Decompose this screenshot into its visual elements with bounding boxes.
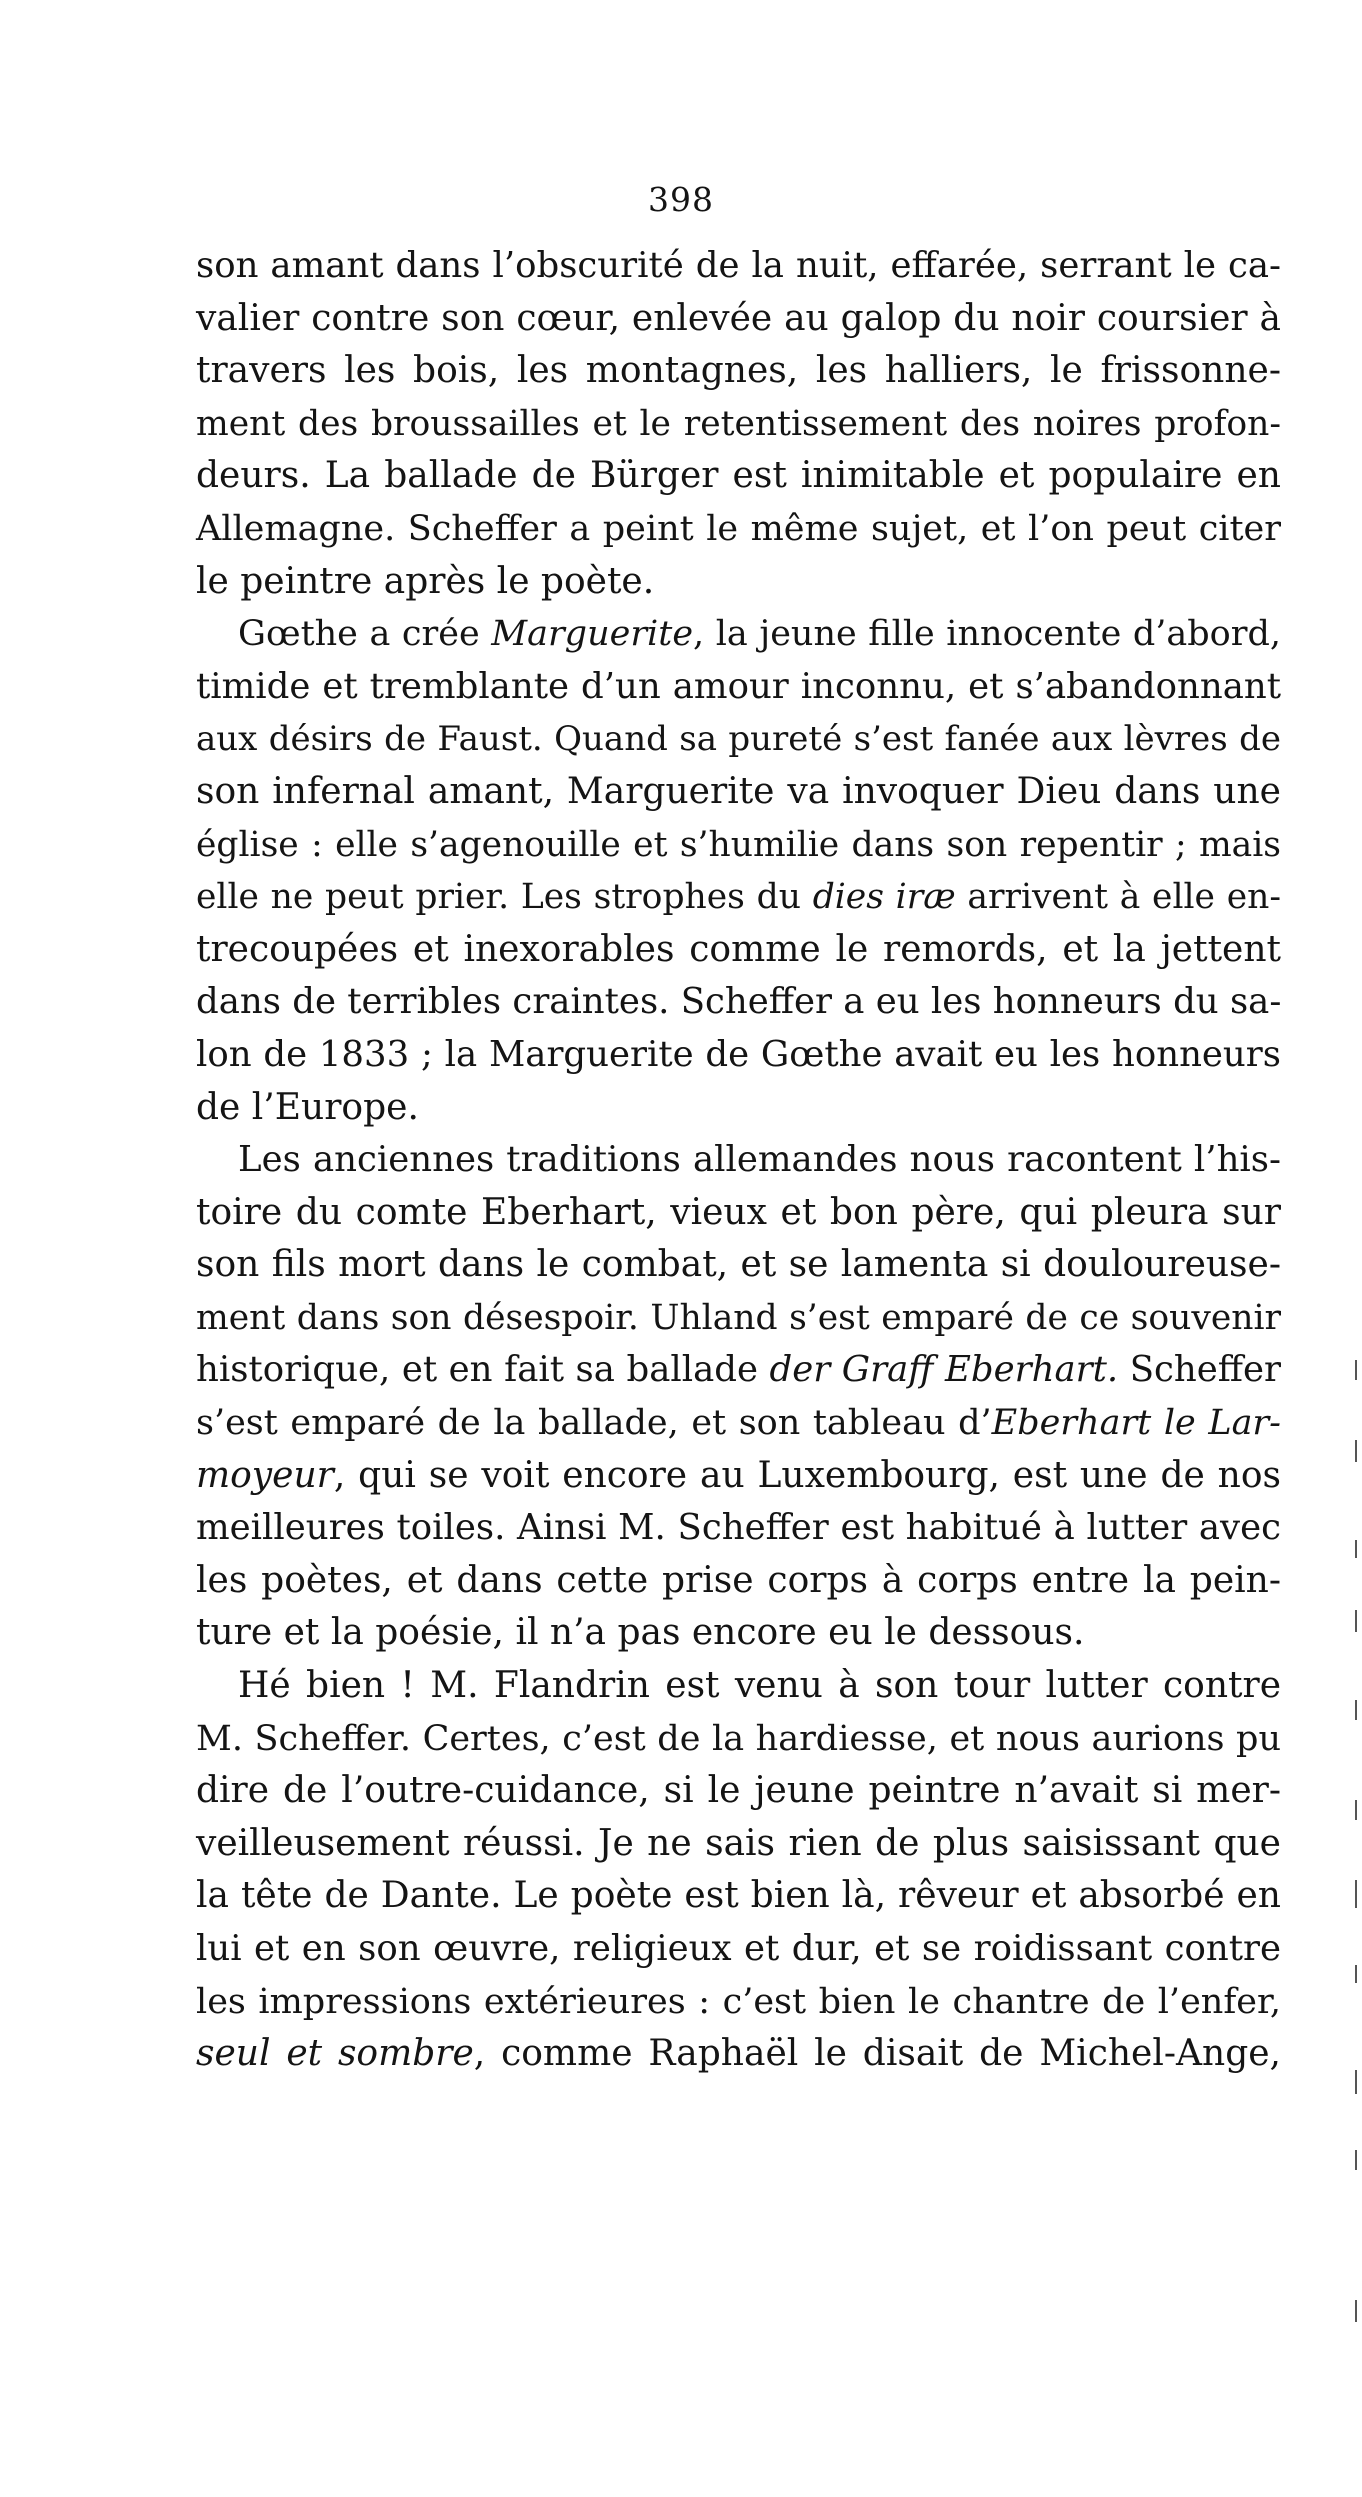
text-segment: Gœthe a crée bbox=[238, 614, 492, 655]
text-line bbox=[196, 871, 1281, 924]
text-segment: toire du comte Eberhart, vieux et bon père, qui pleura sur bbox=[196, 1191, 1281, 1233]
margin-mark bbox=[1355, 1440, 1357, 1462]
text-line bbox=[196, 1397, 1281, 1450]
italic-text: moyeur bbox=[196, 1454, 334, 1496]
text-line bbox=[196, 1976, 1281, 2029]
text-segment: son fils mort dans le combat, et se lamenta si douloureuse- bbox=[196, 1244, 1281, 1286]
text-segment: son amant dans l’obscurité de la nuit, effarée, serrant le ca- bbox=[196, 245, 1281, 286]
italic-text: seul et sombre bbox=[196, 2033, 474, 2075]
text-line bbox=[196, 1923, 1281, 1976]
text-line bbox=[196, 766, 1281, 819]
text-segment: deurs. La ballade de Bürger est inimitable et populaire en bbox=[196, 455, 1281, 497]
text-segment: Hé bien ! M. Flandrin est venu à son tour lutter contre bbox=[238, 1665, 1281, 1707]
text-line bbox=[196, 661, 1281, 714]
text-line bbox=[196, 1029, 1281, 1082]
text-line bbox=[196, 1450, 1281, 1503]
text-line bbox=[196, 1818, 1281, 1871]
page-number: 398 bbox=[648, 180, 714, 219]
text-line bbox=[196, 1082, 1281, 1135]
text-line bbox=[196, 1555, 1281, 1608]
text-segment: ment des broussailles et le retentissement des noires profon- bbox=[196, 403, 1281, 444]
text-line bbox=[196, 1660, 1281, 1713]
text-line bbox=[196, 924, 1281, 977]
text-line bbox=[196, 293, 1281, 346]
text-segment: les impressions extérieures : c’est bien le chantre de l’enfer, bbox=[196, 1981, 1281, 2022]
text-line bbox=[196, 1870, 1281, 1923]
text-segment: travers les bois, les montagnes, les halliers, le frissonne- bbox=[196, 350, 1281, 392]
margin-mark bbox=[1355, 1965, 1357, 1983]
text-segment: M. Scheffer. Certes, c’est de la hardiesse, et nous aurions pu bbox=[196, 1718, 1281, 1759]
margin-mark bbox=[1355, 1540, 1357, 1558]
text-segment: veilleusement réussi. Je ne sais rien de plus saisissant que bbox=[196, 1822, 1281, 1864]
text-line bbox=[196, 503, 1281, 556]
text-line bbox=[196, 1502, 1281, 1555]
text-line bbox=[196, 2028, 1281, 2081]
italic-text: dies iræ bbox=[812, 877, 956, 918]
text-segment: arrivent à elle en- bbox=[955, 877, 1281, 918]
text-line bbox=[196, 976, 1281, 1029]
margin-mark bbox=[1355, 2300, 1357, 2322]
text-line bbox=[196, 1292, 1281, 1345]
italic-text: der Graff Eberhart. bbox=[769, 1349, 1119, 1391]
text-segment: Scheffer bbox=[1118, 1349, 1281, 1391]
text-line bbox=[196, 398, 1281, 451]
text-segment: , la jeune fille innocente d’abord, bbox=[693, 614, 1281, 655]
italic-text: Eberhart le Lar- bbox=[991, 1403, 1281, 1444]
margin-mark bbox=[1355, 1800, 1357, 1820]
margin-mark bbox=[1355, 1610, 1357, 1632]
text-segment: s’est emparé de la ballade, et son tableau d’ bbox=[196, 1403, 992, 1444]
text-segment: trecoupées et inexorables comme le remords, et la jettent bbox=[196, 928, 1281, 970]
text-line bbox=[196, 556, 1281, 609]
text-line bbox=[196, 240, 1281, 293]
text-line bbox=[196, 1344, 1281, 1397]
text-line bbox=[196, 1713, 1281, 1766]
text-line bbox=[196, 1607, 1281, 1660]
text-segment: lon de 1833 ; la Marguerite de Gœthe avait eu les honneurs bbox=[196, 1033, 1281, 1075]
text-segment: historique, et en fait sa ballade bbox=[196, 1349, 770, 1391]
text-line bbox=[196, 345, 1281, 398]
text-segment: de l’Europe. bbox=[196, 1086, 419, 1128]
text-line bbox=[196, 819, 1281, 872]
margin-mark bbox=[1355, 1700, 1357, 1720]
text-segment: la tête de Dante. Le poète est bien là, rêveur et absorbé en bbox=[196, 1875, 1281, 1917]
text-line bbox=[196, 1765, 1281, 1818]
text-line bbox=[196, 1134, 1281, 1187]
margin-mark bbox=[1355, 2150, 1357, 2170]
text-segment: église : elle s’agenouille et s’humilie dans son repentir ; mais bbox=[196, 824, 1281, 865]
text-line bbox=[196, 713, 1281, 766]
text-segment: dire de l’outre-cuidance, si le jeune peintre n’avait si mer- bbox=[196, 1770, 1281, 1812]
text-line bbox=[196, 1239, 1281, 1292]
text-segment: Allemagne. Scheffer a peint le même sujet, et l’on peut citer bbox=[196, 508, 1281, 549]
text-segment: elle ne peut prier. Les strophes du bbox=[196, 877, 813, 918]
margin-mark bbox=[1355, 1360, 1357, 1380]
text-segment: son infernal amant, Marguerite va invoquer Dieu dans une bbox=[196, 770, 1281, 812]
text-segment: aux désirs de Faust. Quand sa pureté s’est fanée aux lèvres de bbox=[196, 719, 1281, 760]
text-segment: ture et la poésie, il n’a pas encore eu le dessous. bbox=[196, 1612, 1085, 1654]
italic-text: Marguerite bbox=[491, 614, 694, 655]
margin-mark bbox=[1355, 1880, 1357, 1908]
text-segment: timide et tremblante d’un amour inconnu, et s’abandonnant bbox=[196, 665, 1281, 707]
text-segment: dans de terribles craintes. Scheffer a eu les honneurs du sa- bbox=[196, 981, 1282, 1023]
margin-mark bbox=[1355, 2070, 1357, 2094]
text-line bbox=[196, 608, 1281, 661]
text-segment: meilleures toiles. Ainsi M. Scheffer est habitué à lutter avec bbox=[196, 1507, 1281, 1549]
text-segment: Les anciennes traditions allemandes nous racontent l’his- bbox=[238, 1139, 1281, 1181]
text-segment: valier contre son cœur, enlevée au galop du noir coursier à bbox=[196, 297, 1281, 339]
text-segment: , qui se voit encore au Luxembourg, est une de nos bbox=[333, 1454, 1281, 1496]
text-segment: lui et en son œuvre, religieux et dur, et se roidissant contre bbox=[196, 1928, 1281, 1969]
text-line bbox=[196, 450, 1281, 503]
body-text bbox=[196, 240, 1281, 2081]
text-segment: ment dans son désespoir. Uhland s’est emparé de ce souvenir bbox=[196, 1297, 1281, 1338]
text-segment: , comme Raphaël le disait de Michel-Ange, bbox=[473, 2033, 1281, 2075]
text-segment: le peintre après le poète. bbox=[196, 560, 655, 602]
text-line bbox=[196, 1187, 1281, 1240]
text-segment: les poètes, et dans cette prise corps à corps entre la pein- bbox=[196, 1559, 1281, 1601]
